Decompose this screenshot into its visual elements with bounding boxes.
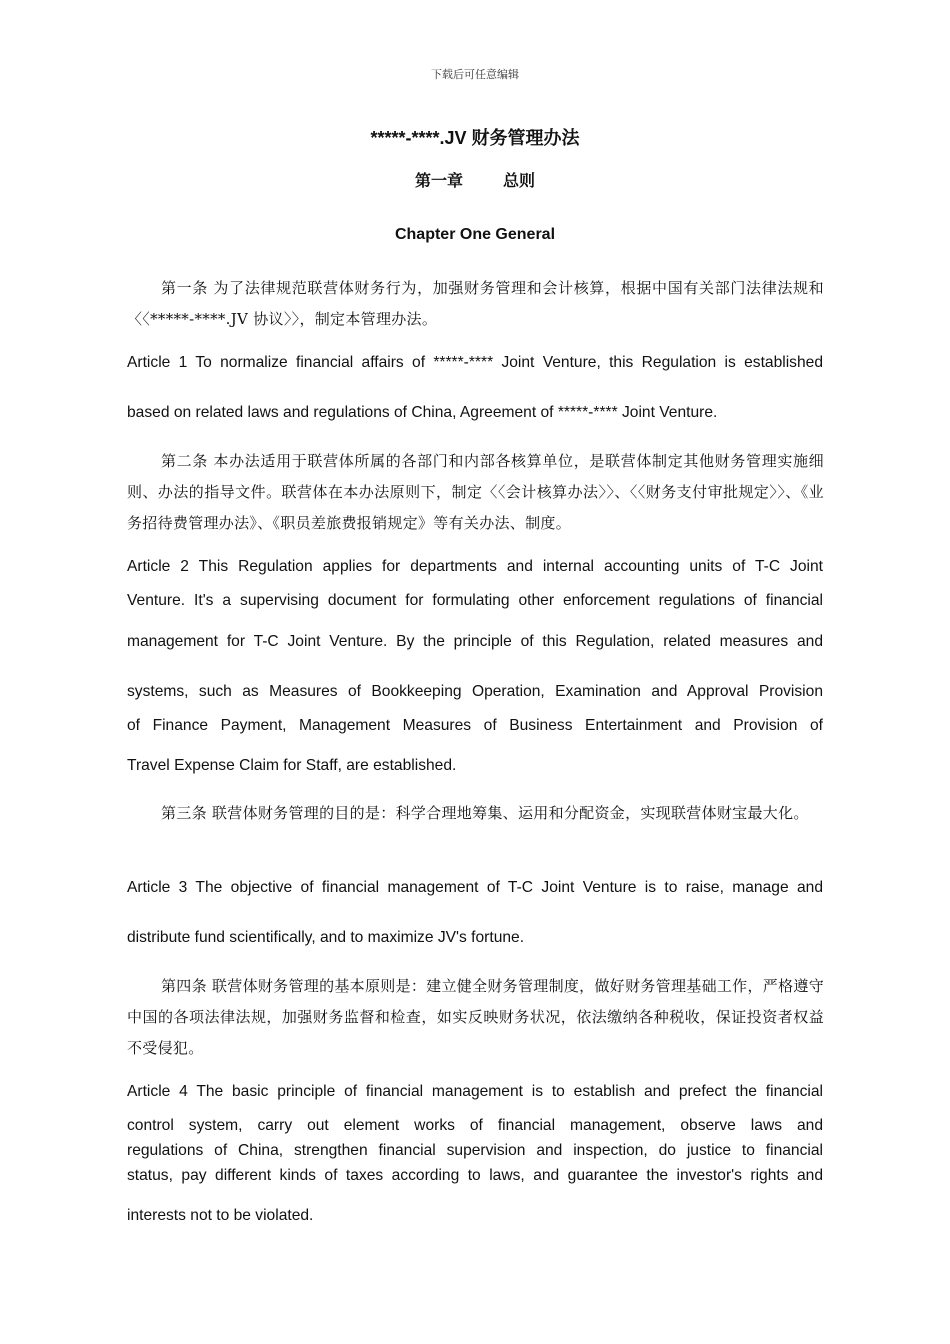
article-4-en — [127, 1083, 823, 1225]
article-3-en-line: distribute fund scientifically, and to maximize JV's fortune. — [127, 929, 525, 946]
article-4-en-line: interests not to be violated. — [127, 1207, 314, 1224]
article-2-en-line: management for T-C Joint Venture. By the principle of this Regulation, related measures and — [127, 633, 823, 650]
article-1-en-line: based on related laws and regulations of China, Agreement of *****-**** Joint Venture. — [127, 404, 718, 421]
article-3-en — [127, 879, 823, 947]
article-2-en — [127, 558, 823, 775]
article-2-en-line: systems, such as Measures of Bookkeeping Operation, Examination and Approval Provision — [127, 683, 823, 700]
article-4-en-line: control system, carry out element works of financial management, observe laws and — [127, 1117, 823, 1134]
article-4-en-line: Article 4 The basic principle of financial management is to establish and prefect the financial — [127, 1083, 823, 1100]
article-2-en-line: Venture. It's a supervising document for formulating other enforcement regulations of financial — [127, 592, 823, 609]
article-4-en-line: regulations of China, strengthen financial supervision and inspection, do justice to financial — [127, 1142, 823, 1159]
article-1-cn: 第一条 为了法律规范联营体财务行为，加强财务管理和会计核算，根据中国有关部门法律法规和〈〈*****-****.JV 协议〉〉，制定本管理办法。 — [127, 279, 824, 328]
article-2-cn: 第二条 本办法适用于联营体所属的各部门和内部各核算单位，是联营体制定其他财务管理实施细则、办法的指导文件。联营体在本办法原则下，制定〈〈会计核算办法〉〉、〈〈财务支付审批规定〉〉、《业务招待费管理办法》、《职员差旅费报销规定》等有关办法、制度。 — [127, 452, 824, 532]
article-2-en-line: Article 2 This Regulation applies for departments and internal accounting units of T-C Joint — [127, 558, 823, 575]
article-3-cn: 第三条 联营体财务管理的目的是：科学合理地筹集、运用和分配资金，实现联营体财宝最大化。 — [161, 804, 809, 822]
chapter-name: 总则 — [503, 173, 536, 190]
article-4-cn: 第四条 联营体财务管理的基本原则是：建立健全财务管理制度，做好财务管理基础工作，严格遵守中国的各项法律法规，加强财务监督和检查，如实反映财务状况，依法缴纳各种税收，保证投资者权益不受侵犯。 — [127, 977, 824, 1057]
chapter-number: 第一章 — [414, 173, 463, 190]
article-2-en-line: of Finance Payment, Management Measures of Business Entertainment and Provision of — [127, 717, 823, 734]
chapter-heading-en: Chapter One General — [394, 226, 556, 243]
watermark-text: 下载后可任意编辑 — [431, 68, 519, 81]
article-1-en-line: Article 1 To normalize financial affairs of *****-**** Joint Venture, this Regulation is established — [127, 354, 823, 371]
article-4-en-line: status, pay different kinds of taxes according to laws, and guarantee the investor's rights and — [127, 1167, 823, 1184]
article-2-en-line: Travel Expense Claim for Staff, are established. — [127, 757, 457, 774]
article-3-en-line: Article 3 The objective of financial management of T-C Joint Venture is to raise, manage and — [127, 879, 823, 896]
document-title: *****-****.JV 财务管理办法 — [370, 128, 580, 148]
article-1-en — [127, 354, 823, 422]
chapter-heading-cn — [0, 168, 950, 191]
